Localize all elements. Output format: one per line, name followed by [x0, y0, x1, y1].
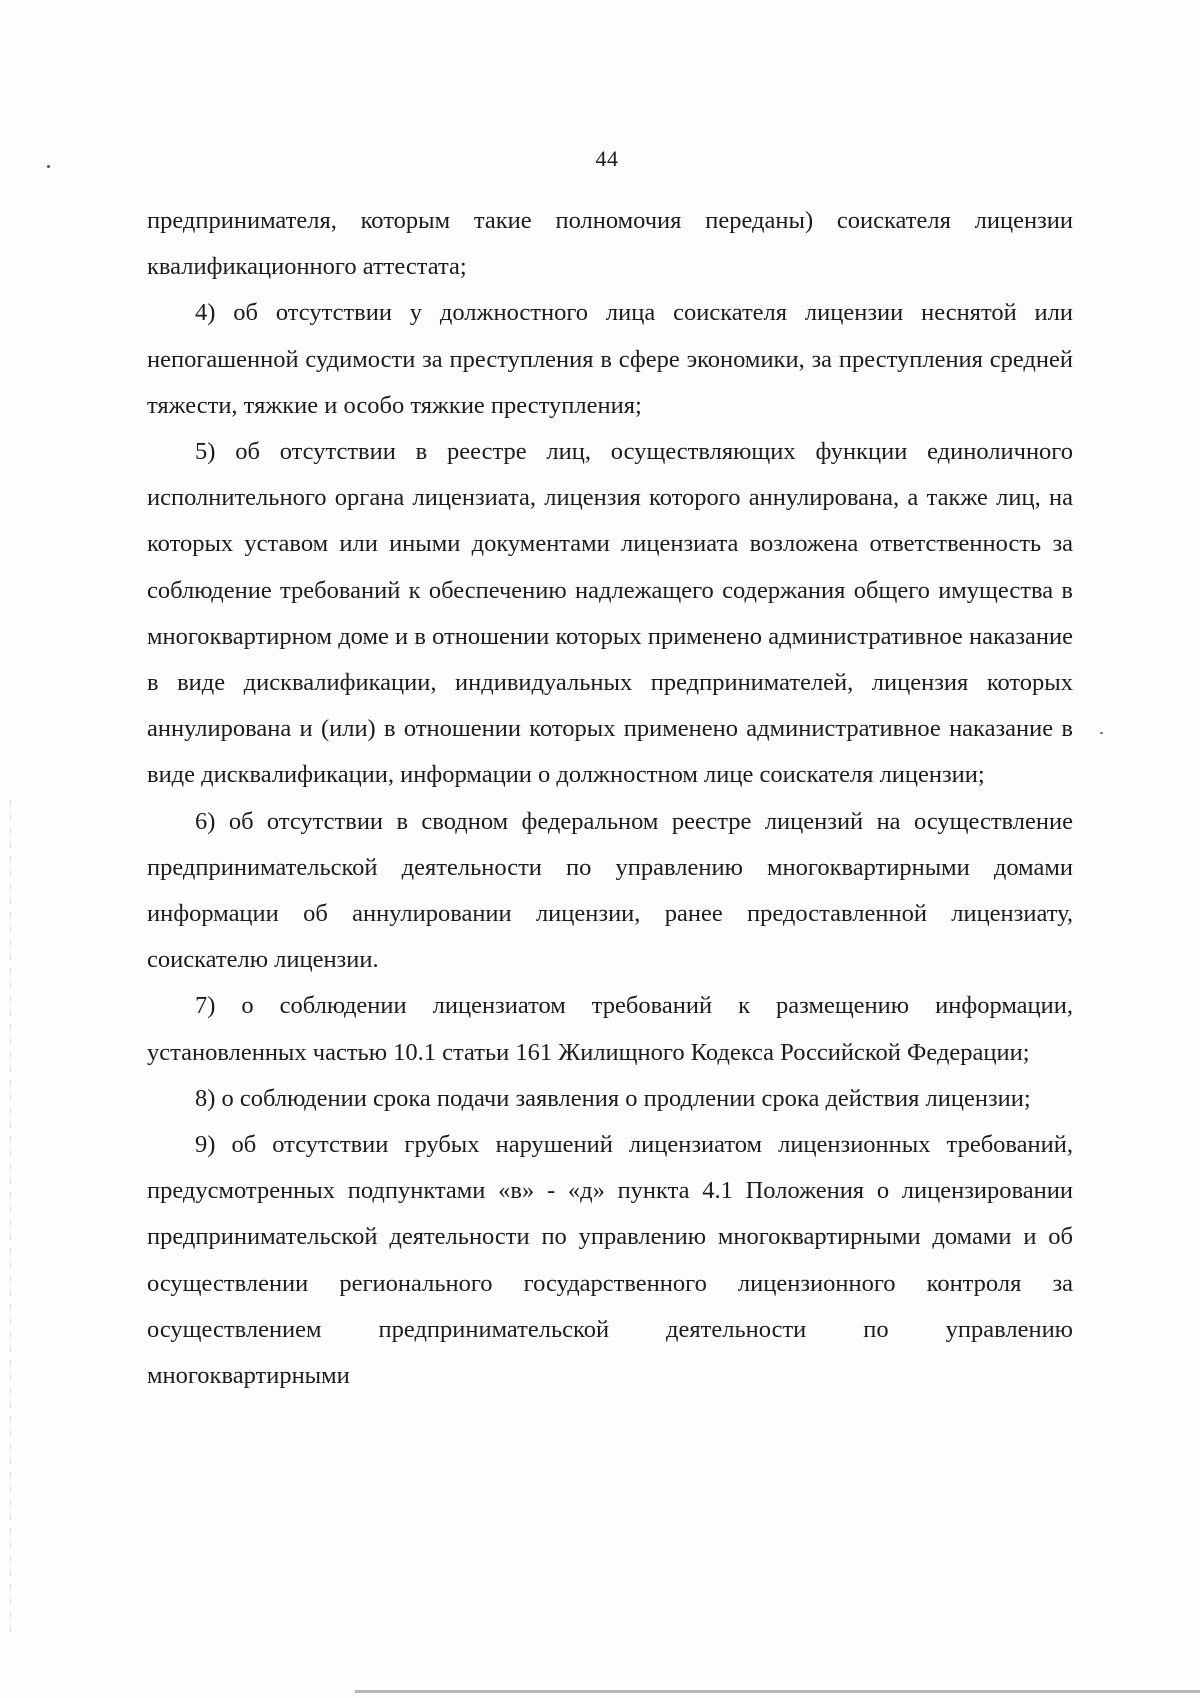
paragraph-item-6: 6) об отсутствии в сводном федеральном реестре лицензий на осуществление предпринимательской деятельности по управлению многоквартирными домами информации об аннулировании лицензии, ранее предоставленной лицензиату, соискателю лицензии.	[147, 807, 1073, 974]
paragraph-item-8: 8) о соблюдении срока подачи заявления о продлении срока действия лицензии;	[195, 1084, 1031, 1112]
paragraph-item-7: 7) о соблюдении лицензиатом требований к размещению информации, установленных частью 10.1 статьи 161 Жилищного Кодекса Российской Федерации;	[147, 992, 1073, 1066]
paragraph-item-9: 9) об отсутствии грубых нарушений лицензиатом лицензионных требований, предусмотренных подпунктами «в» - «д» пункта 4.1 Положения о лицензировании предпринимательской деятельности по управлению многоквартирными домами и об осуществлении регионального государственного лицензионного контроля за осуществлением предпринимательской деятельности по управлению многоквартирными	[147, 1131, 1073, 1390]
paragraph-continuation: предпринимателя, которым такие полномочия переданы) соискателя лицензии квалификационного аттестата;	[147, 207, 1073, 281]
scan-speck-right	[1100, 732, 1103, 734]
paragraph-item-4: 4) об отсутствии у должностного лица соискателя лицензии неснятой или непогашенной судимости за преступления в сфере экономики, за преступления средней тяжести, тяжкие и особо тяжкие преступления;	[147, 299, 1073, 419]
document-body	[147, 198, 1073, 1399]
scan-edge-bottom	[355, 1690, 1200, 1693]
page-number: 44	[595, 146, 619, 171]
scan-edge-left	[10, 800, 11, 1640]
paragraph-item-5: 5) об отсутствии в реестре лиц, осуществляющих функции единоличного исполнительного органа лицензиата, лицензия которого аннулирована, а также лиц, на которых уставом или иными документами лицензиата возложена ответственность за соблюдение требований к обеспечению надлежащего содержания общего имущества в многоквартирном доме и в отношении которых применено административное наказание в виде дисквалификации, индивидуальных предпринимателей, лицензия которых аннулирована и (или) в отношении которых применено административное наказание в виде дисквалификации, информации о должностном лице соискателя лицензии;	[147, 438, 1073, 789]
